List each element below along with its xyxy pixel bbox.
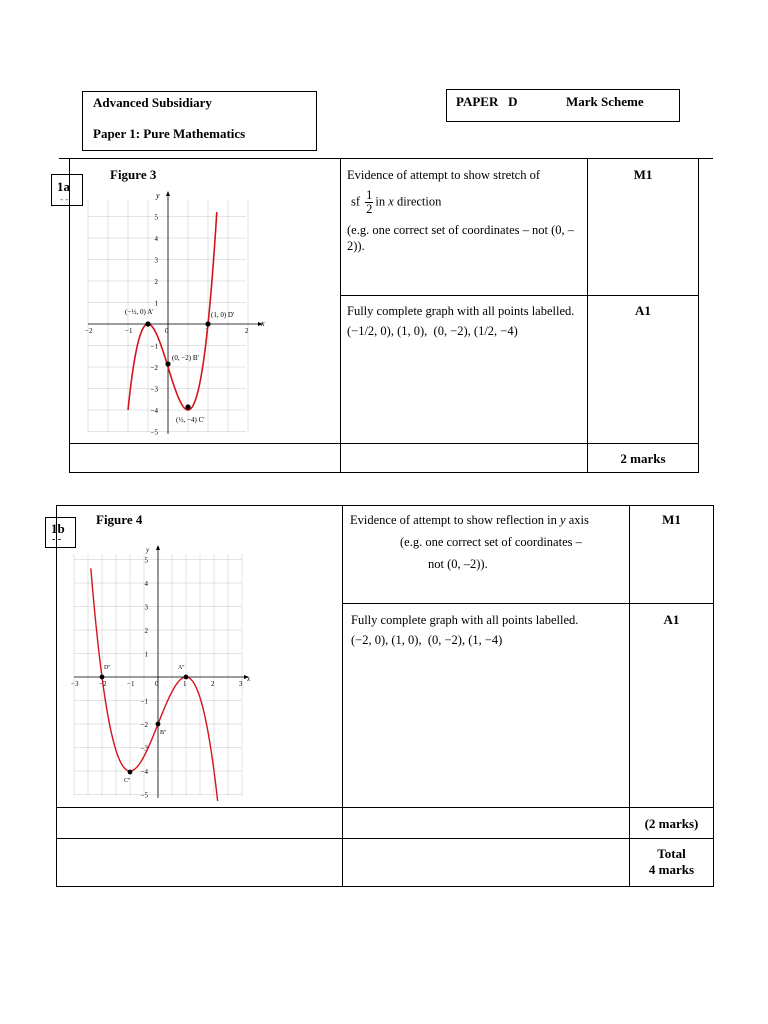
q1a-row1-text — [347, 167, 583, 254]
header-paper-code: PAPER D — [456, 94, 518, 109]
q1a-dashes: - - — [60, 194, 69, 204]
q1b-total-marks: 4 marks — [648, 862, 695, 877]
q1b-label-b: B'' — [160, 730, 167, 736]
q1a-row2-mark: A1 — [635, 303, 651, 318]
q1a-y-tick: −1 — [150, 342, 158, 351]
q1b-x-axis-label: x — [247, 675, 251, 683]
q1a-point-a — [145, 321, 150, 326]
q1a-fraction — [365, 189, 373, 216]
q1b-row2-points: (−2, 0), (1, 0), (0, −2), (1, −4) — [351, 633, 503, 647]
q1b-row2-text — [351, 612, 627, 648]
q1b-row1-text — [350, 512, 626, 572]
q1b-figure-title: Figure 4 — [96, 512, 143, 527]
q1a-row2-text — [347, 303, 583, 339]
q1b-row1-line1a: Evidence of attempt to show reflection in — [350, 513, 561, 527]
q1b-point-b — [156, 722, 161, 727]
q1a-figure-title: Figure 3 — [110, 167, 157, 182]
header-paper-title: Paper 1: Pure Mathematics — [93, 126, 246, 141]
q1a-y-tick: 1 — [154, 299, 158, 308]
q1a-row1-eg: (e.g. one correct set of coordinates – not (0, –2)). — [347, 223, 575, 253]
q1a-y-tick: 3 — [154, 256, 158, 265]
q1b-y-tick: 2 — [144, 627, 148, 635]
q1b-row1-line2: (e.g. one correct set of coordinates – — [400, 535, 582, 549]
q1b-x-tick: 3 — [239, 680, 243, 688]
q1b-y-var: y — [560, 513, 566, 527]
q1a-x-var: x — [388, 194, 394, 209]
q1b-y-tick: 1 — [144, 650, 148, 659]
q1a-x-tick: −2 — [85, 327, 93, 335]
q1b-x-tick: 2 — [211, 680, 215, 688]
q1b-marks: (2 marks) — [644, 816, 699, 831]
q1a-point-c — [185, 404, 190, 409]
q1a-label-a: (−½, 0) A' — [125, 308, 154, 316]
q1b-point-d — [100, 675, 105, 680]
q1b-y-axis-label: y — [146, 546, 150, 554]
q1b-row-divider-3 — [56, 838, 714, 839]
q1b-col-divider-1 — [342, 505, 343, 887]
q1b-row2-mark: A1 — [663, 612, 680, 627]
q1a-x-axis-label: x — [261, 319, 265, 328]
q1a-y-tick: 4 — [154, 235, 158, 243]
q1b-y-tick: −5 — [140, 791, 148, 800]
q1a-x-tick: 2 — [245, 327, 249, 335]
q1a-point-d — [205, 321, 210, 326]
q1a-label-b: (0, −2) B' — [172, 354, 199, 362]
q1b-x-tick: −2 — [99, 680, 107, 688]
q1b-x-tick: −1 — [127, 680, 135, 688]
q1a-frac-den: 2 — [366, 202, 373, 216]
q1b-row2-line1: Fully complete graph with all points labelled. — [351, 613, 579, 627]
q1a-y-tick: −2 — [150, 364, 158, 372]
q1b-x-tick: −3 — [71, 680, 79, 688]
q1a-direction: direction — [393, 194, 442, 209]
q1a-x-tick: −1 — [125, 327, 133, 335]
q1b-y-tick: −1 — [140, 697, 148, 706]
q1a-x-tick: 1 — [205, 327, 209, 335]
q1a-row1-line1: Evidence of attempt to show stretch of — [347, 168, 540, 182]
q1b-label-d: D'' — [104, 665, 111, 671]
q1b-total-label: Total — [657, 846, 686, 861]
q1a-frac-num: 1 — [366, 188, 373, 202]
q1b-row-divider-2 — [56, 807, 714, 808]
q1a-y-tick: −3 — [150, 385, 158, 394]
q1b-label-c: C'' — [124, 778, 131, 784]
q1b-label: 1b — [51, 521, 65, 536]
q1b-y-tick: 4 — [144, 580, 148, 588]
q1b-x-tick: 0 — [155, 680, 159, 688]
q1a-x-tick: 0 — [165, 327, 169, 335]
q1b-y-tick: −4 — [140, 768, 148, 776]
q1a-row-divider-2 — [69, 443, 699, 444]
q1a-graph — [80, 186, 270, 440]
q1b-point-a — [184, 675, 189, 680]
q1a-col-divider-1 — [340, 158, 341, 473]
q1a-row1-sf-line — [351, 189, 583, 216]
q1b-label-a: A'' — [178, 665, 185, 671]
header-subject: Advanced Subsidiary — [93, 95, 212, 110]
q1b-row1-line1b: axis — [565, 513, 589, 527]
q1b-y-tick: 5 — [144, 556, 148, 565]
q1b-row1-mark: M1 — [662, 512, 681, 527]
q1b-x-tick: 1 — [183, 680, 187, 688]
q1a-y-tick: 5 — [154, 213, 158, 222]
q1a-row-divider-1 — [340, 295, 699, 296]
q1b-dashes: - - — [52, 534, 62, 545]
q1b-row-divider-1 — [342, 603, 714, 604]
header-mark-scheme: Mark Scheme — [566, 94, 644, 109]
q1a-row2-points: (−1/2, 0), (1, 0), (0, −2), (1/2, −4) — [347, 324, 518, 338]
q1a-y-arrow — [166, 191, 170, 196]
q1b-y-tick: −3 — [140, 744, 148, 753]
q1a-in: in — [375, 194, 389, 209]
q1a-row2-line1: Fully complete graph with all points labelled. — [347, 304, 575, 318]
q1a-y-axis-label: y — [156, 191, 160, 200]
q1a-row1-mark: M1 — [633, 167, 653, 182]
q1b-row1-line3: not (0, –2)). — [428, 557, 488, 571]
q1a-label-c: (½, −4) C' — [176, 416, 205, 424]
q1a-y-tick: −5 — [150, 428, 158, 437]
q1a-sf: sf — [351, 194, 361, 209]
q1a-y-tick: −4 — [150, 407, 158, 415]
q1b-y-tick: −2 — [140, 721, 148, 729]
q1b-graph — [66, 540, 256, 802]
q1a-label-d: (1, 0) D' — [211, 311, 235, 319]
q1b-y-arrow — [156, 545, 160, 550]
q1a-label: 1a — [57, 179, 70, 194]
q1a-y-tick: 2 — [154, 278, 158, 286]
q1b-point-c — [128, 770, 133, 775]
q1a-total: 2 marks — [620, 451, 666, 466]
q1b-y-tick: 3 — [144, 603, 148, 612]
q1b-row1-line1 — [350, 512, 626, 528]
q1a-point-b — [165, 361, 170, 366]
